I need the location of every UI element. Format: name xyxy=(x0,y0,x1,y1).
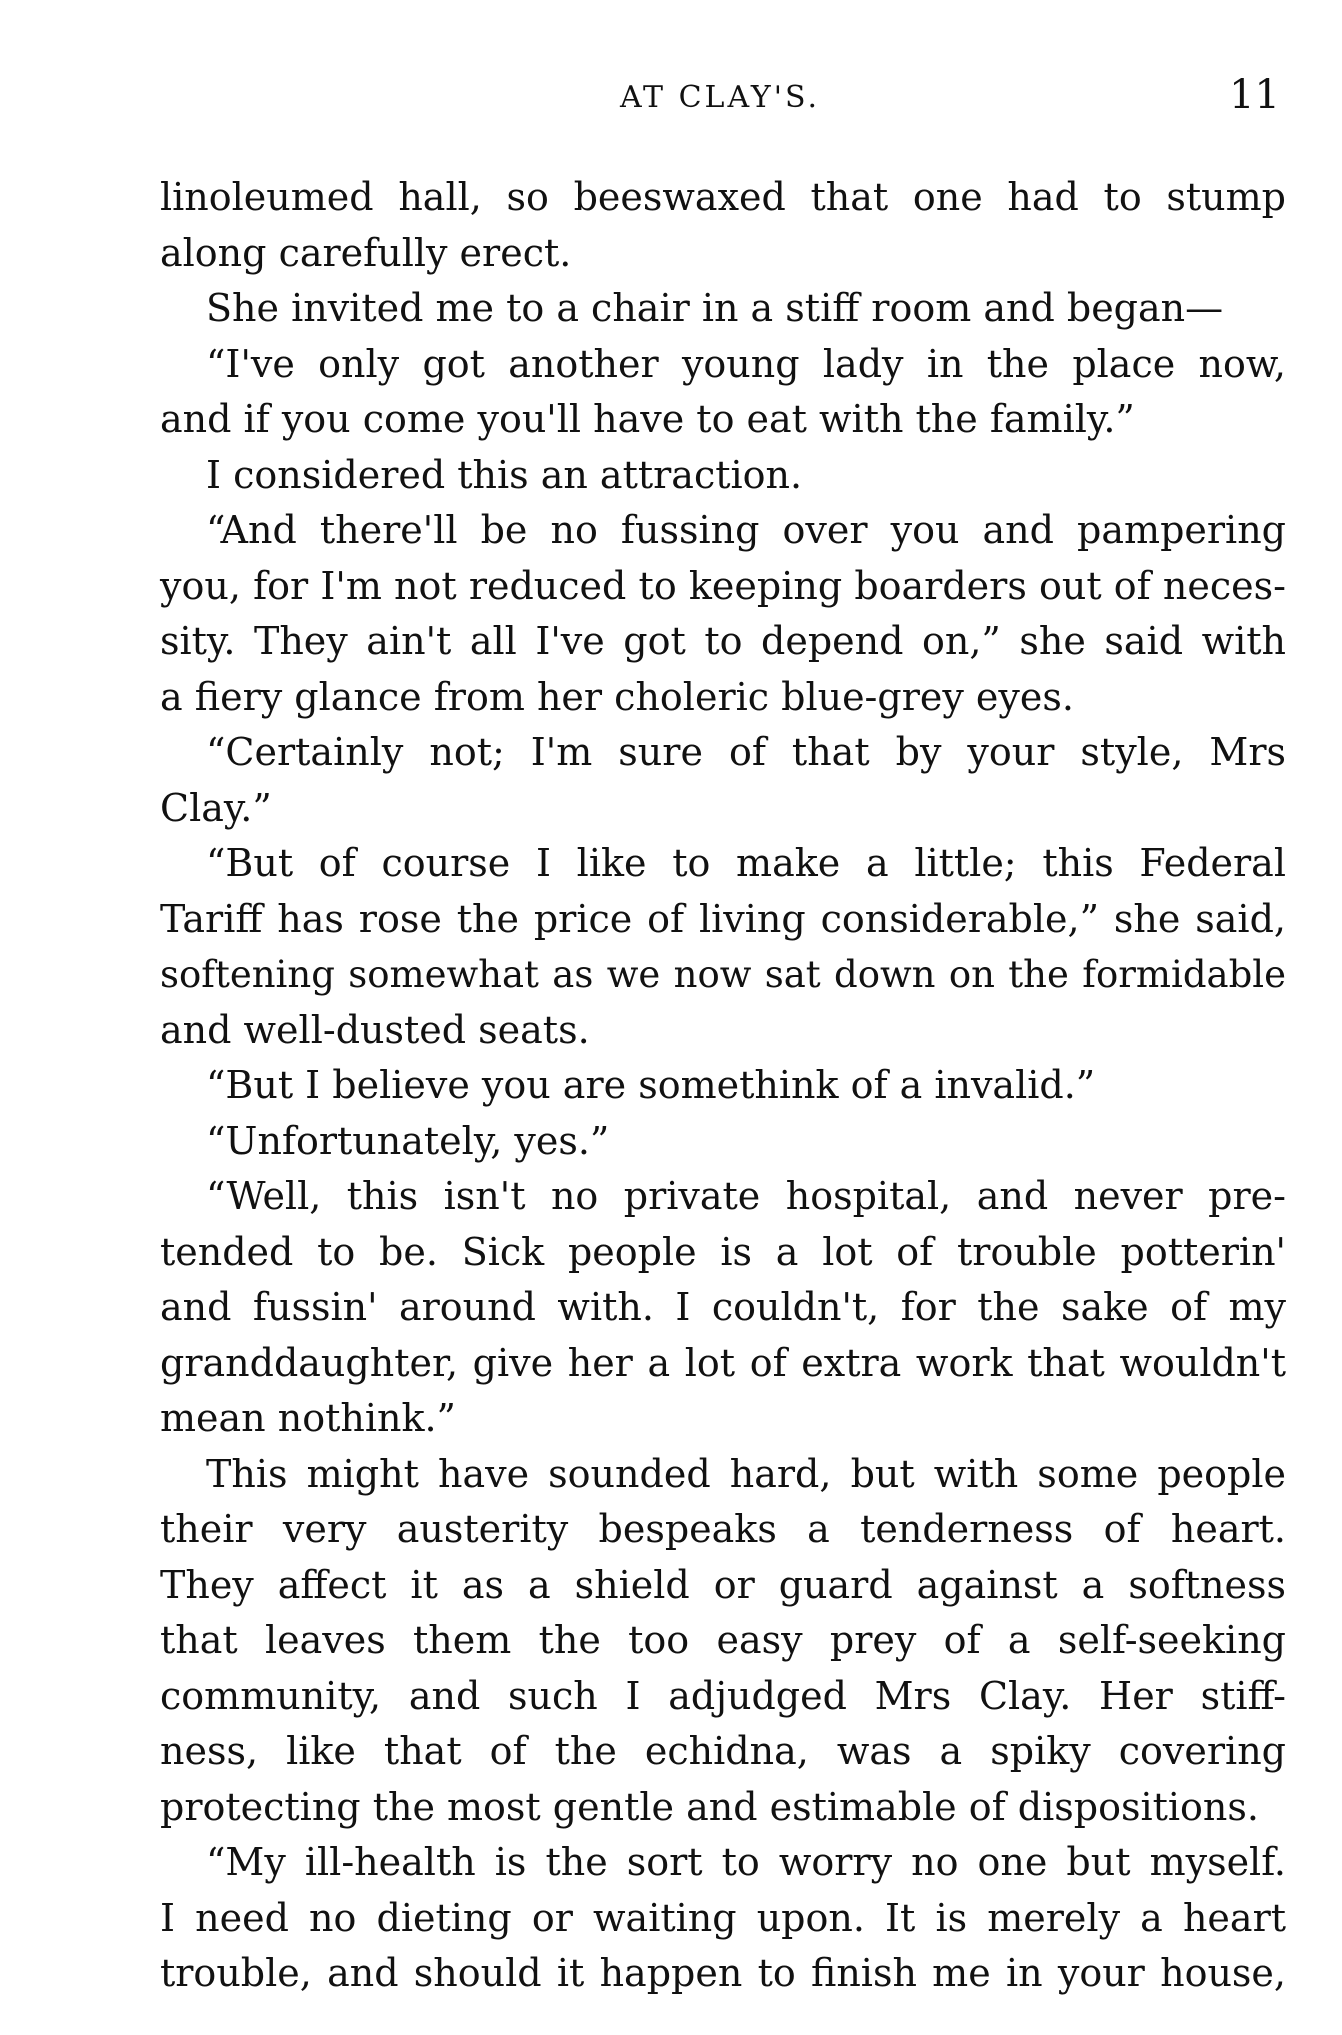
text-line: you, for I'm not reduced to keeping boarders out of neces- xyxy=(160,563,1286,608)
text-line: “And there'll be no fussing over you and pampering xyxy=(206,508,1286,552)
text-line: I need no dieting or waiting upon. It is merely a heart xyxy=(160,1895,1286,1940)
text-line: sity. They ain't all I've got to depend on,” she said with xyxy=(160,619,1286,663)
text-line: and well-dusted seats. xyxy=(160,1007,590,1052)
running-title: AT CLAY'S. xyxy=(620,80,820,115)
text-line: and fussin' around with. I couldn't, for the sake of my xyxy=(160,1285,1286,1329)
body-text xyxy=(160,170,1286,2002)
text-line: “I've only got another young lady in the place now, xyxy=(206,341,1286,386)
text-line: mean nothink.” xyxy=(160,1396,456,1440)
text-line: along carefully erect. xyxy=(160,230,572,275)
text-line: “But of course I like to make a little; this Federal xyxy=(206,841,1286,885)
text-line: I considered this an attraction. xyxy=(206,452,803,497)
text-line: Clay.” xyxy=(160,785,272,830)
text-line: She invited me to a chair in a stiff room and began— xyxy=(206,286,1224,330)
text-line: tended to be. Sick people is a lot of trouble potterin' xyxy=(160,1229,1286,1274)
text-line: a fiery glance from her choleric blue-grey eyes. xyxy=(160,674,1074,719)
text-line: granddaughter, give her a lot of extra work that wouldn't xyxy=(160,1340,1286,1385)
text-line: “Unfortunately, yes.” xyxy=(206,1118,610,1163)
text-line: This might have sounded hard, but with some people xyxy=(206,1451,1286,1496)
text-line: and if you come you'll have to eat with the family.” xyxy=(160,397,1135,441)
text-line: “But I believe you are somethink of a invalid.” xyxy=(206,1063,1096,1107)
text-line: linoleumed hall, so beeswaxed that one had to stump xyxy=(160,175,1286,219)
text-line: that leaves them the too easy prey of a self-seeking xyxy=(160,1618,1286,1662)
text-line: “My ill-health is the sort to worry no one but myself. xyxy=(206,1840,1286,1884)
text-line: They affect it as a shield or guard against a softness xyxy=(160,1562,1286,1607)
text-line: “Well, this isn't no private hospital, and never pre- xyxy=(206,1174,1286,1218)
text-line: ness, like that of the echidna, was a spiky covering xyxy=(160,1729,1286,1773)
text-line: softening somewhat as we now sat down on the formidable xyxy=(160,953,1286,996)
text-line: Tariff has rose the price of living considerable,” she said, xyxy=(160,896,1286,941)
text-line: trouble, and should it happen to finish me in your house, xyxy=(160,1951,1286,1995)
page-number: 11 xyxy=(1229,72,1280,118)
running-head xyxy=(160,72,1280,128)
text-line: protecting the most gentle and estimable of dispositions. xyxy=(160,1784,1259,1829)
text-line: their very austerity bespeaks a tenderness of heart. xyxy=(160,1507,1286,1551)
text-line: “Certainly not; I'm sure of that by your style, Mrs xyxy=(206,730,1286,774)
text-line: community, and such I adjudged Mrs Clay. Her stiff- xyxy=(160,1673,1286,1718)
